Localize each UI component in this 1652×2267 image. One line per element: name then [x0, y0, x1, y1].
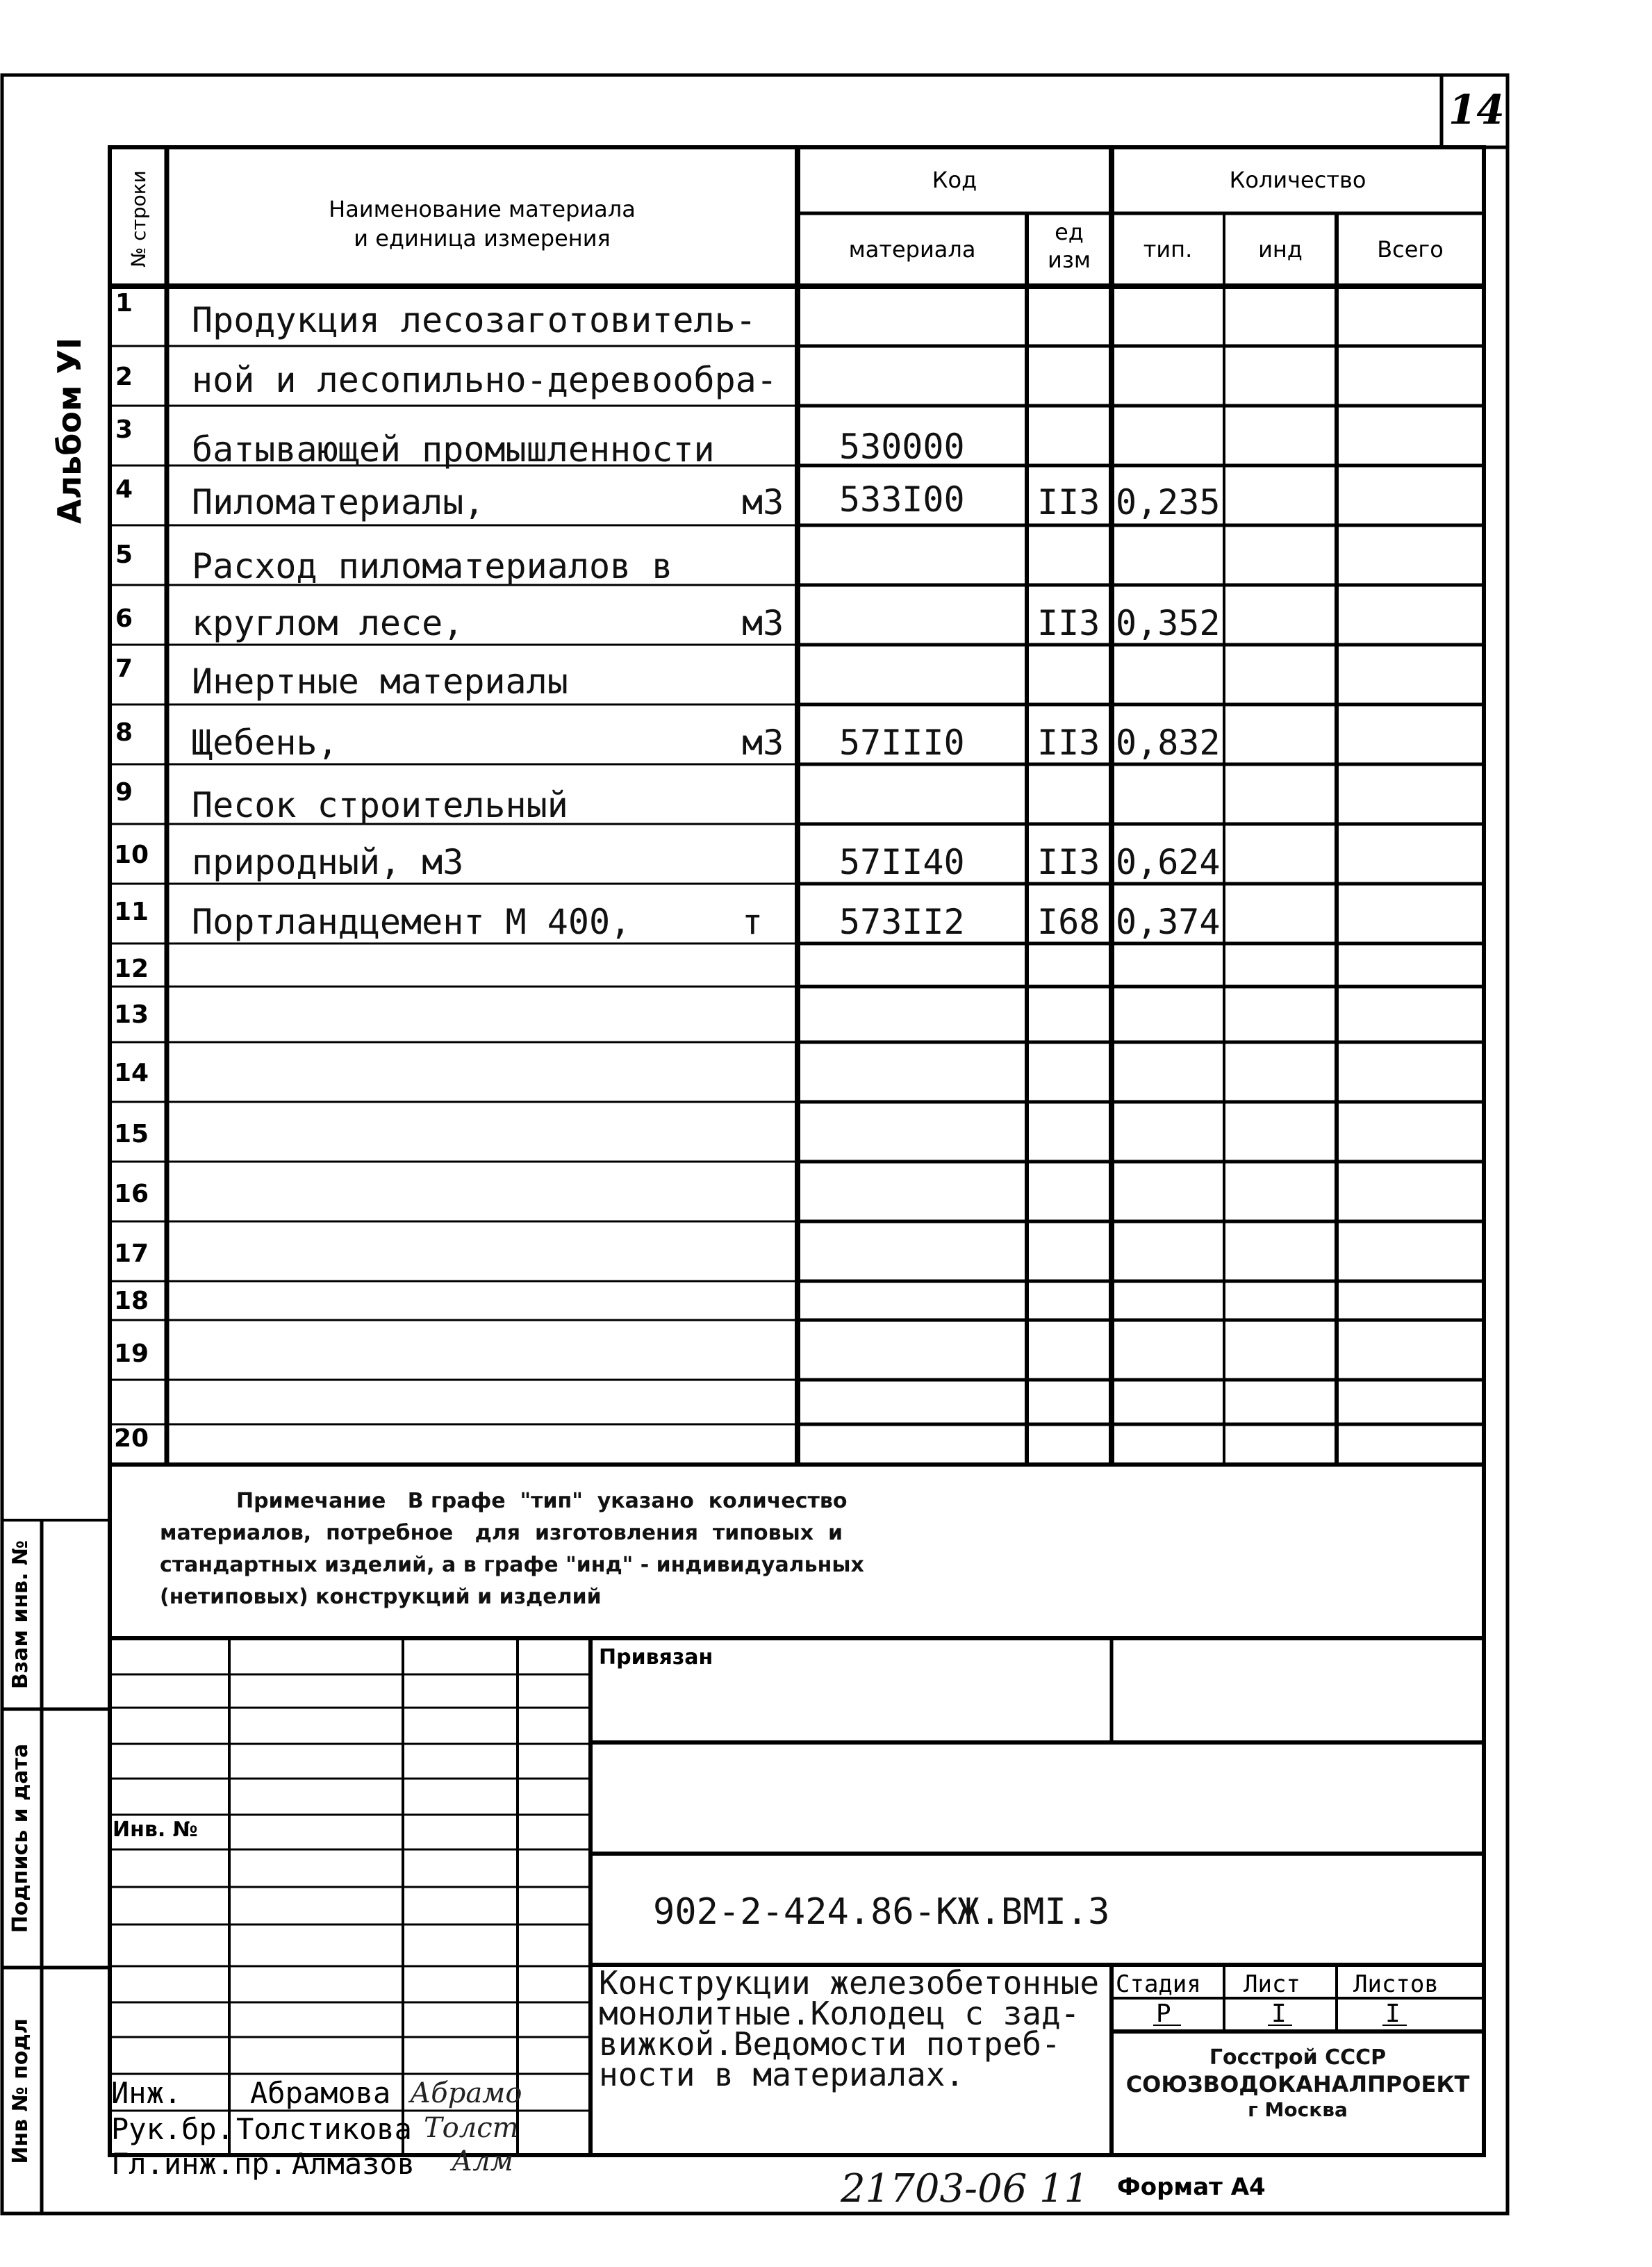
header-quantity-group: Количество	[1229, 167, 1366, 193]
side-label-vzam-inv: Взам инв. №	[8, 1540, 33, 1690]
material-name: Расход пиломатериалов в	[192, 546, 673, 586]
row-number: 7	[115, 654, 133, 683]
header-code-group: Код	[932, 167, 977, 193]
row-number: 20	[114, 1424, 149, 1453]
material-code: 57II40	[839, 842, 965, 882]
row-number: 18	[114, 1287, 149, 1315]
signer-role: Гл.инж.пр.	[111, 2147, 287, 2181]
org-line: г Москва	[1248, 2098, 1348, 2121]
quantity-typ: 0,624	[1116, 842, 1221, 882]
material-name: ной и лесопильно-деревообра-	[192, 360, 777, 400]
handwritten-sheet-number: 11	[1039, 2166, 1089, 2211]
header-quantity-ind: инд	[1258, 236, 1303, 263]
header-quantity-typ: тип.	[1143, 236, 1193, 263]
material-name: Пиломатериалы,	[192, 482, 485, 522]
material-name: Щебень,	[192, 723, 338, 763]
note-line: (нетиповых) конструкций и изделий	[160, 1585, 602, 1609]
row-number: 9	[115, 778, 133, 807]
org-line: Госстрой СССР	[1209, 2045, 1387, 2070]
row-number: 11	[114, 898, 149, 926]
header-code-material: материала	[848, 236, 976, 263]
privyazan-label: Привязан	[599, 1645, 713, 1670]
unit-code: II3	[1037, 482, 1100, 522]
material-code: 57III0	[839, 723, 965, 763]
material-unit: м3	[742, 723, 784, 763]
row-number: 5	[115, 541, 133, 569]
album-label: Альбом УI	[51, 337, 88, 525]
document-code: 902-2-424.86-КЖ.ВМI.3	[653, 1891, 1110, 1933]
material-name: круглом лесе,	[192, 603, 464, 643]
table-row	[110, 346, 1484, 406]
header-name-line2: и единица измерения	[354, 225, 611, 252]
material-name: батывающей промышленности	[192, 429, 715, 470]
quantity-typ: 0,235	[1116, 482, 1221, 522]
signer-name: Алмазов	[292, 2147, 415, 2181]
quantity-typ: 0,374	[1116, 902, 1221, 942]
org-line: СОЮЗВОДОКАНАЛПРОЕКТ	[1125, 2071, 1470, 2097]
material-code: 573II2	[839, 902, 965, 942]
header-name-line1: Наименование материала	[329, 196, 636, 222]
material-code: 533I00	[839, 479, 965, 520]
stage-label: Стадия	[1116, 1970, 1201, 1998]
table-row	[110, 525, 1484, 585]
unit-code: II3	[1037, 842, 1100, 882]
material-unit: т	[742, 902, 763, 942]
note-line: Примечание В графе "тип" указано количество	[236, 1489, 848, 1513]
unit-code: I68	[1037, 902, 1100, 942]
row-number: 17	[114, 1239, 149, 1268]
row-number: 12	[114, 955, 149, 983]
note-block	[160, 1485, 1063, 1613]
table-row	[110, 704, 1484, 764]
header-unit-line2: изм	[1048, 247, 1091, 273]
row-number: 1	[115, 289, 133, 318]
table-row	[110, 645, 1484, 704]
table-row	[110, 465, 1484, 525]
signer-name: Абрамова	[250, 2076, 391, 2110]
inventory-number-label: Инв. №	[113, 1817, 198, 1842]
title-line: Конструкции железобетонные	[599, 1964, 1100, 2002]
table-row	[110, 585, 1484, 645]
title-line: монолитные.Колодец с зад-	[599, 1995, 1080, 2032]
row-number: 8	[115, 718, 133, 747]
material-name: Песок строительный	[192, 785, 568, 825]
header-quantity-total: Всего	[1377, 236, 1444, 263]
signature: Алм	[452, 2145, 513, 2177]
header-row-number: № строки	[127, 170, 150, 267]
table-row	[110, 884, 1484, 943]
table-row	[110, 824, 1484, 884]
side-label-inv-podl: Инв № подл	[8, 2018, 33, 2164]
row-number: 4	[115, 475, 133, 504]
sheets-label: Листов	[1353, 1970, 1439, 1998]
row-number: 15	[114, 1120, 149, 1148]
document-title	[599, 1964, 1100, 2093]
material-name: Портландцемент М 400,	[192, 902, 631, 942]
signature: Абрамо	[410, 2077, 522, 2109]
note-line: стандартных изделий, а в графе "инд" - индивидуальных	[160, 1553, 864, 1577]
row-number: 6	[115, 604, 133, 633]
quantity-typ: 0,832	[1116, 723, 1221, 763]
row-number: 13	[114, 1000, 149, 1029]
row-number: 2	[115, 363, 133, 391]
material-code: 530000	[839, 427, 965, 467]
row-number: 3	[115, 415, 133, 444]
material-unit: м3	[742, 482, 784, 522]
row-number: 14	[114, 1059, 149, 1087]
unit-code: II3	[1037, 603, 1100, 643]
table-row	[110, 286, 1484, 346]
material-name: Инертные материалы	[192, 661, 568, 702]
signature: Толст	[424, 2112, 519, 2144]
quantity-typ: 0,352	[1116, 603, 1221, 643]
row-number: 10	[114, 841, 149, 869]
signer-role: Рук.бр.	[111, 2112, 235, 2146]
header-unit-line1: ед	[1055, 219, 1084, 245]
table-row	[110, 764, 1484, 824]
signer-role: Инж.	[111, 2076, 182, 2110]
material-unit: м3	[742, 603, 784, 643]
sheets-value: I	[1385, 2000, 1401, 2028]
organization-block	[1112, 2045, 1484, 2122]
side-label-signature-date: Подпись и дата	[8, 1743, 33, 1934]
note-line: материалов, потребное для изготовления типовых и	[160, 1521, 843, 1545]
unit-code: II3	[1037, 723, 1100, 763]
material-name: природный, м3	[192, 842, 464, 882]
material-name: Продукция лесозаготовитель-	[192, 300, 757, 340]
sheet-label: Лист	[1244, 1970, 1300, 1998]
signer-name: Толстикова	[236, 2112, 412, 2146]
sheet-value: I	[1271, 2000, 1287, 2028]
row-number: 19	[114, 1339, 149, 1368]
row-number: 16	[114, 1180, 149, 1208]
page-number: 14	[1448, 86, 1505, 133]
title-line: вижкой.Ведомости потреб-	[599, 2025, 1061, 2063]
format-label: Формат А4	[1117, 2173, 1266, 2201]
title-line: ности в материалах.	[599, 2056, 965, 2093]
stage-value: Р	[1156, 2000, 1171, 2028]
handwritten-archive-number: 21703-06	[841, 2166, 1027, 2211]
table-row	[110, 406, 1484, 470]
